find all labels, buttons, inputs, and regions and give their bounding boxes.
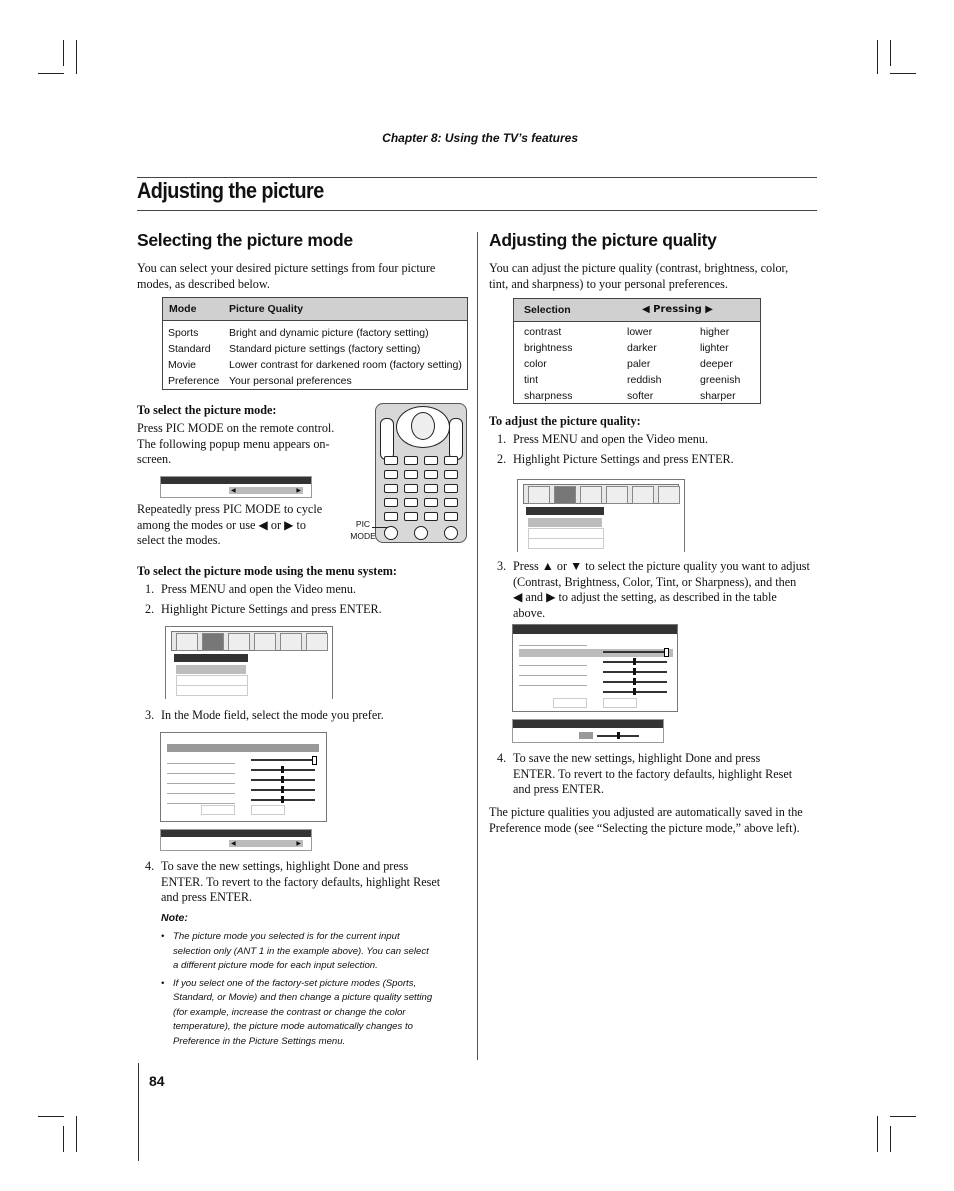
crop-mark xyxy=(890,1126,891,1152)
footer-rule xyxy=(138,1063,139,1161)
left-step-4: 4. To save the new settings, highlight Done and press ENTER. To revert to the factory defaults, highlight Reset and press ENTER. xyxy=(145,859,441,904)
notes-list: • The picture mode you selected is for the current input selection only (ANT 1 in the example above). You can select a different picture mode for each input selection. • If you select one of the factory-set picture modes (Sports, Standard, or Movie) and then change a picture quality setting (for example, increase the contrast or change the color temperature), the picture mode automatically changes to Preference in the Picture Settings menu. xyxy=(161,931,433,1047)
table-header: Selection ◀ Pressing ▶ xyxy=(514,299,760,322)
title-rule-bottom xyxy=(137,210,817,211)
picture-tab-icon xyxy=(554,486,576,504)
select-mode-heading: To select the picture mode: xyxy=(137,403,277,417)
right-steps-1-2: 1. Press MENU and open the Video menu. 2. Highlight Picture Settings and press ENTER. xyxy=(497,432,734,466)
applications-icon xyxy=(306,633,328,651)
crop-mark xyxy=(877,40,878,74)
table-row: Standard Standard picture settings (factory setting) xyxy=(168,343,421,355)
reset-button xyxy=(251,805,285,815)
crop-mark xyxy=(76,1116,77,1152)
done-button xyxy=(553,698,587,708)
picture-settings-screen-2 xyxy=(512,624,678,712)
left-step-3: 3. In the Mode field, select the mode you prefer. xyxy=(145,708,384,722)
done-button xyxy=(201,805,235,815)
pic-mode-popup-2: ◀ ▶ xyxy=(160,829,312,851)
callout-line xyxy=(372,527,388,528)
left-steps-1-2: 1. Press MENU and open the Video menu. 2. Highlight Picture Settings and press ENTER. xyxy=(145,582,382,616)
picture-tab-icon xyxy=(202,633,224,651)
right-step-3: 3. Press ▲ or ▼ to select the picture quality you want to adjust (Contrast, Brightness, Color, Tint, or Sharpness), and then ◀ and ▶ to adjust the setting, as described in the table above. xyxy=(497,559,810,620)
column-divider xyxy=(477,232,478,1060)
reset-button xyxy=(603,698,637,708)
table-header: Mode Picture Quality xyxy=(163,298,467,321)
right-step-4: 4. To save the new settings, highlight Done and press ENTER. To revert to the factory defaults, highlight Reset and press ENTER. xyxy=(497,751,793,796)
left-intro: You can select your desired picture settings from four picture modes, as described below. xyxy=(137,261,436,291)
table-row: brightness darker lighter xyxy=(524,342,729,354)
table-row: sharpness softer sharper xyxy=(524,390,736,402)
audio-tab-icon xyxy=(228,633,250,651)
video-menu-screen-2 xyxy=(517,479,685,552)
crop-mark xyxy=(63,40,64,66)
quality-popup xyxy=(512,719,664,743)
note-title: Note: xyxy=(161,912,188,924)
crop-mark xyxy=(890,40,891,66)
table-row: contrast lower higher xyxy=(524,326,730,338)
pic-mode-callout: PIC MODE xyxy=(350,519,376,541)
picture-mode-table xyxy=(162,297,468,390)
closing-paragraph: The picture qualities you adjusted are automatically saved in the Preference mode (see “Selecting the picture mode,” above left). xyxy=(489,805,803,835)
lock-icon xyxy=(280,633,302,651)
repeat-mode-text: Repeatedly press PIC MODE to cycle among the modes or use ◀ or ▶ to select the modes. xyxy=(137,502,323,547)
menu-system-heading: To select the picture mode using the menu system: xyxy=(137,564,397,578)
table-row: Sports Bright and dynamic picture (factory setting) xyxy=(168,327,429,339)
crop-mark xyxy=(76,40,77,74)
page-number: 84 xyxy=(149,1073,165,1089)
crop-mark xyxy=(38,1116,64,1117)
crop-mark xyxy=(38,73,64,74)
page-title: Adjusting the picture xyxy=(137,178,324,203)
crop-mark xyxy=(890,1116,916,1117)
setup-tab-icon xyxy=(606,486,628,504)
picture-settings-screen xyxy=(160,732,327,822)
video-menu-screen xyxy=(165,626,333,699)
picture-quality-table xyxy=(513,298,761,404)
crop-mark xyxy=(890,73,916,74)
lock-icon xyxy=(632,486,654,504)
applications-icon xyxy=(658,486,680,504)
section-heading-picture-mode: Selecting the picture mode xyxy=(137,230,353,250)
chapter-header: Chapter 8: Using the TV’s features xyxy=(382,131,578,145)
video-tab-icon xyxy=(528,486,550,504)
select-mode-text: Press PIC MODE on the remote control. The following popup menu appears on- screen. xyxy=(137,421,335,466)
table-row: Preference Your personal preferences xyxy=(168,375,352,387)
right-intro: You can adjust the picture quality (contrast, brightness, color, tint, and sharpness) to your personal preferences. xyxy=(489,261,789,291)
pic-mode-popup: ◀ ▶ xyxy=(160,476,312,498)
setup-tab-icon xyxy=(254,633,276,651)
video-tab-icon xyxy=(176,633,198,651)
crop-mark xyxy=(877,1116,878,1152)
adjust-quality-heading: To adjust the picture quality: xyxy=(489,414,641,428)
table-row: Movie Lower contrast for darkened room (factory setting) xyxy=(168,359,462,371)
crop-mark xyxy=(63,1126,64,1152)
audio-tab-icon xyxy=(580,486,602,504)
table-row: color paler deeper xyxy=(524,358,733,370)
table-row: tint reddish greenish xyxy=(524,374,741,386)
section-heading-picture-quality: Adjusting the picture quality xyxy=(489,230,717,250)
remote-control-image xyxy=(375,403,467,543)
